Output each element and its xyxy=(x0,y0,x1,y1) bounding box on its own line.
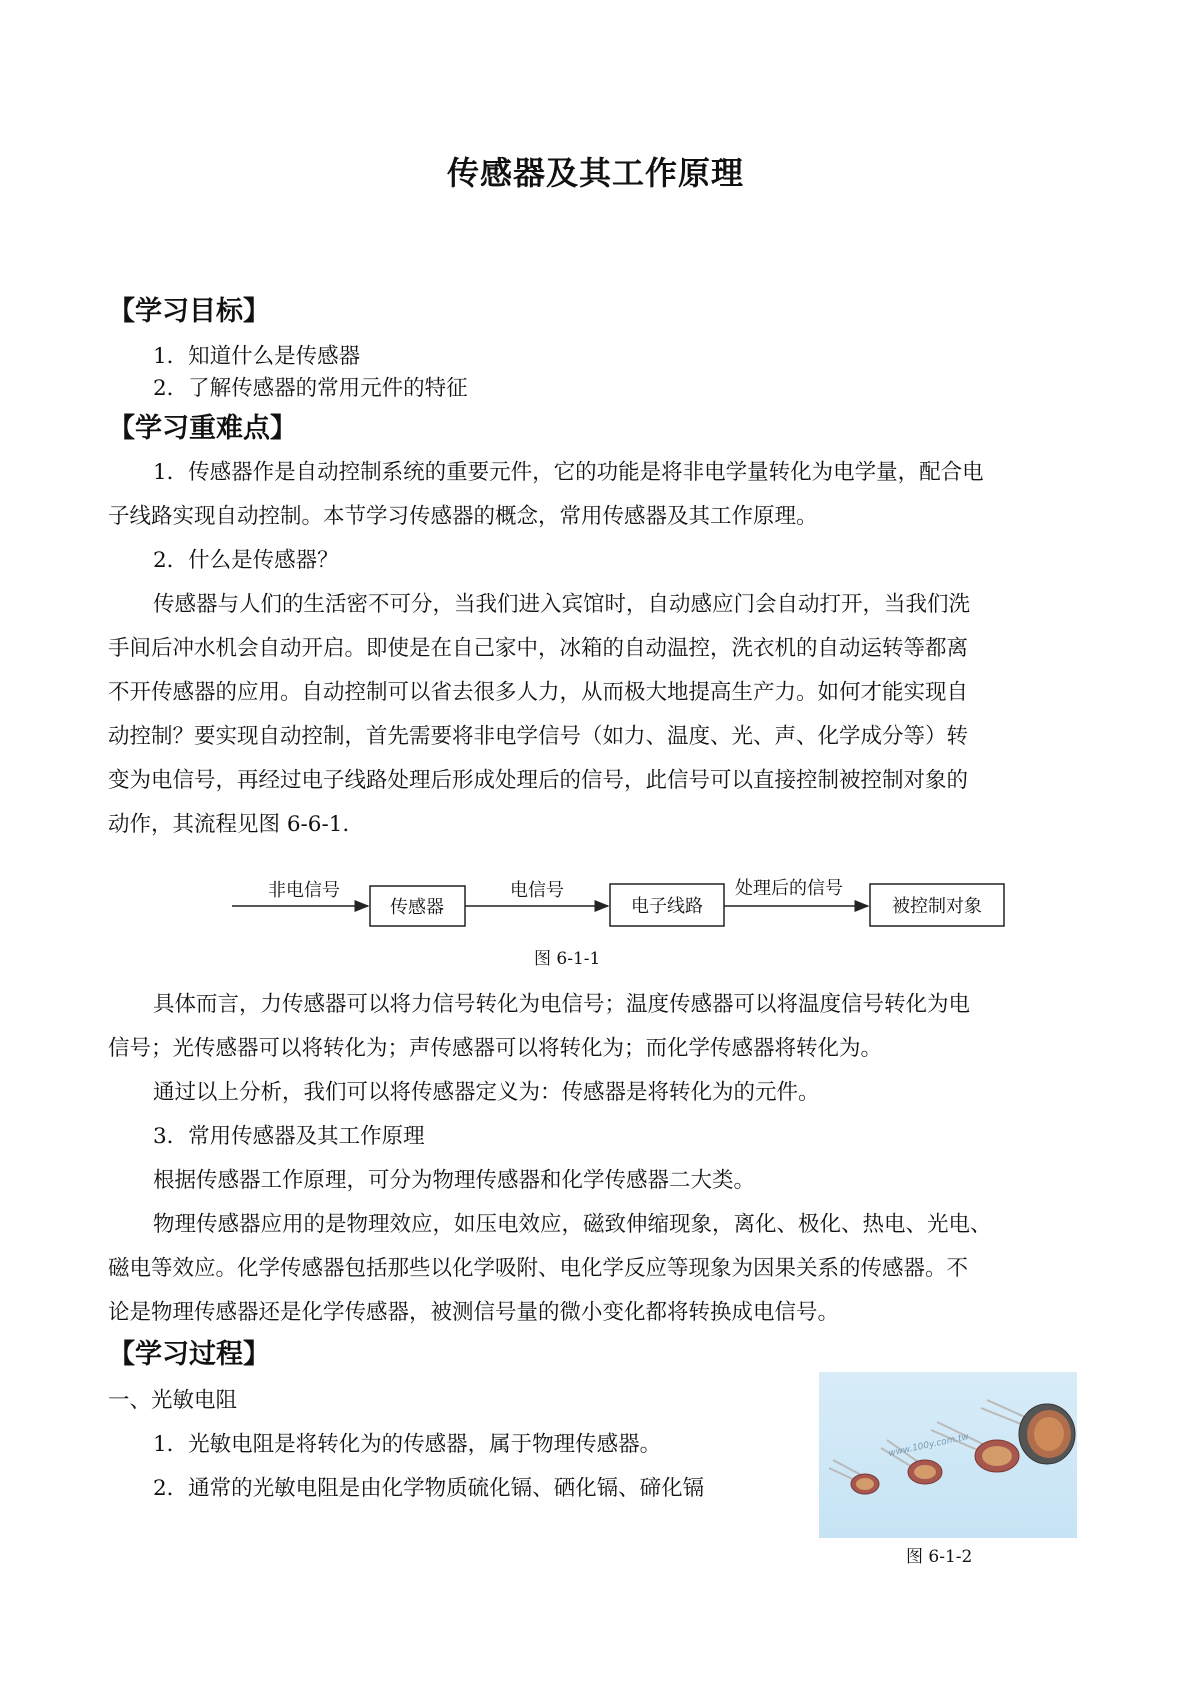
paragraph-line: 变为电信号，再经过电子线路处理后形成处理后的信号，此信号可以直接控制被控制对象的 xyxy=(108,768,969,793)
diagram-box-label: 电子线路 xyxy=(631,896,703,917)
process-subheading: 一、光敏电阻 xyxy=(108,1388,238,1413)
objectives-heading: 【学习目标】 xyxy=(108,296,270,327)
paragraph-line: 2．通常的光敏电阻是由化学物质硫化镉、硒化镉、碲化镉 xyxy=(153,1476,705,1501)
paragraph-line: 信号；光传感器可以将转化为；声传感器可以将转化为；而化学传感器将转化为。 xyxy=(108,1036,883,1061)
page-title: 传感器及其工作原理 xyxy=(446,154,744,192)
objective-item-2: 2．了解传感器的常用元件的特征 xyxy=(153,376,468,401)
diagram-arrow-label: 电信号 xyxy=(510,880,564,901)
photoresistor-illustration xyxy=(819,1372,1077,1538)
paragraph-line: 不开传感器的应用。自动控制可以省去很多人力，从而极大地提高生产力。如何才能实现自 xyxy=(108,680,969,705)
paragraph-line: 3．常用传感器及其工作原理 xyxy=(153,1124,425,1149)
paragraph-line: 具体而言，力传感器可以将力信号转化为电信号；温度传感器可以将温度信号转化为电 xyxy=(153,992,971,1017)
objective-item-1: 1．知道什么是传感器 xyxy=(153,344,361,369)
paragraph-line: 物理传感器应用的是物理效应，如压电效应，磁致伸缩现象，离化、极化、热电、光电、 xyxy=(153,1212,992,1237)
paragraph-line: 1．传感器作是自动控制系统的重要元件，它的功能是将非电学量转化为电学量，配合电 xyxy=(153,460,984,485)
process-heading: 【学习过程】 xyxy=(108,1339,270,1370)
paragraph-line: 磁电等效应。化学传感器包括那些以化学吸附、电化学反应等现象为因果关系的传感器。不 xyxy=(108,1256,969,1281)
flow-diagram xyxy=(220,870,1020,930)
diagram-box-label: 被控制对象 xyxy=(892,896,982,917)
paragraph-line: 传感器与人们的生活密不可分，当我们进入宾馆时，自动感应门会自动打开，当我们洗 xyxy=(153,592,971,617)
paragraph-line: 动作，其流程见图 6-6-1. xyxy=(108,812,350,837)
paragraph-line: 1．光敏电阻是将转化为的传感器，属于物理传感器。 xyxy=(153,1432,662,1457)
paragraph-line: 2．什么是传感器？ xyxy=(153,548,339,573)
paragraph-line: 通过以上分析，我们可以将传感器定义为：传感器是将转化为的元件。 xyxy=(153,1080,820,1105)
diagram-input-label: 非电信号 xyxy=(268,880,340,901)
paragraph-line: 动控制？要实现自动控制，首先需要将非电学信号（如力、温度、光、声、化学成分等）转 xyxy=(108,724,969,749)
paragraph-line: 手间后冲水机会自动开启。即使是在自己家中，冰箱的自动温控，洗衣机的自动运转等都离 xyxy=(108,636,969,661)
figure-caption-6-1-2: 图 6-1-2 xyxy=(906,1547,973,1567)
figure-caption-6-1-1: 图 6-1-1 xyxy=(534,949,601,969)
paragraph-line: 子线路实现自动控制。本节学习传感器的概念，常用传感器及其工作原理。 xyxy=(108,504,818,529)
paragraph-line: 根据传感器工作原理，可分为物理传感器和化学传感器二大类。 xyxy=(153,1168,756,1193)
diagram-box-label: 传感器 xyxy=(390,897,444,918)
diagram-arrow-label: 处理后的信号 xyxy=(735,878,843,899)
key-points-heading: 【学习重难点】 xyxy=(108,413,297,444)
paragraph-line: 论是物理传感器还是化学传感器，被测信号量的微小变化都将转换成电信号。 xyxy=(108,1300,840,1325)
photo-watermark: www.100y.com.tw xyxy=(887,1432,970,1459)
photoresistor-photo xyxy=(819,1372,1077,1538)
